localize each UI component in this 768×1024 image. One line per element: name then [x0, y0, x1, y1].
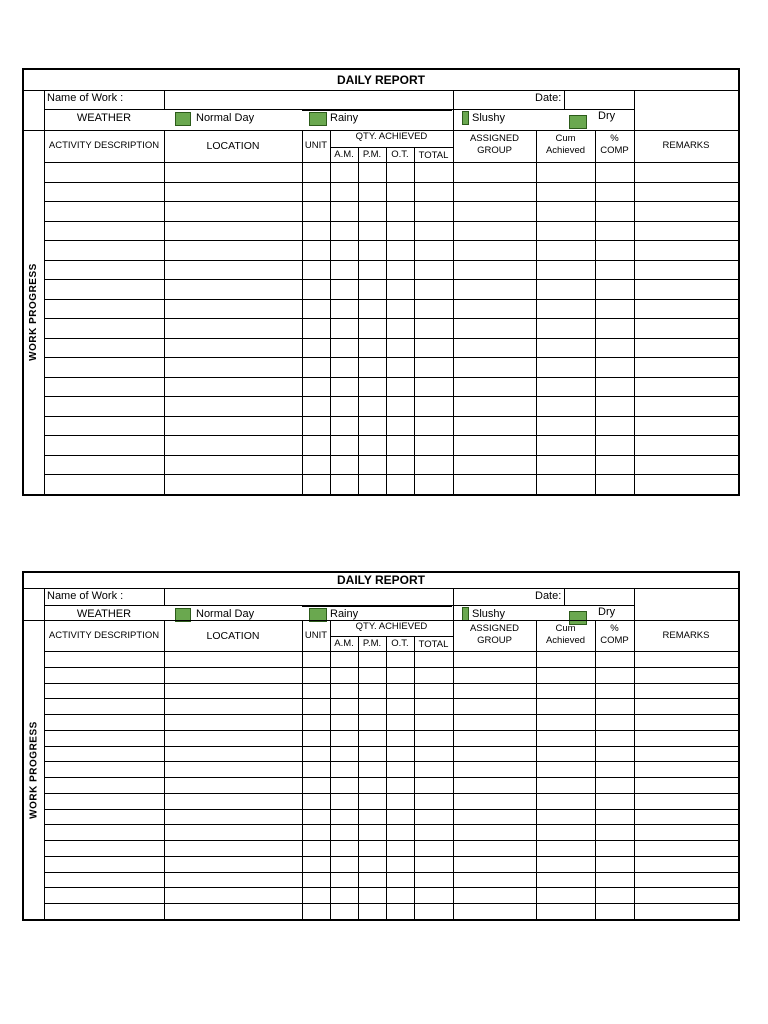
table-row	[44, 761, 738, 762]
header-ot: O.T.	[391, 149, 409, 160]
table-row	[44, 714, 738, 715]
header-activity-description: ACTIVITY DESCRIPTION	[48, 629, 160, 641]
table-row	[44, 872, 738, 873]
rule	[386, 147, 387, 494]
table-row	[44, 667, 738, 668]
header-qty-achieved: QTY. ACHIEVED	[355, 131, 428, 142]
header-cum: Cum	[555, 133, 576, 144]
name-of-work-field[interactable]	[165, 589, 452, 604]
weather-option-slushy: Slushy	[472, 112, 506, 124]
slushy-checkbox[interactable]	[462, 607, 469, 621]
table-row	[44, 240, 738, 241]
rule	[44, 90, 45, 494]
table-row	[44, 338, 738, 339]
header-achieved: Achieved	[545, 635, 586, 646]
rule	[302, 606, 452, 607]
table-row	[44, 683, 738, 684]
rule	[536, 620, 537, 919]
table-row	[44, 221, 738, 222]
table-row	[44, 824, 738, 825]
date-label: Date:	[535, 92, 562, 104]
table-row	[44, 435, 738, 436]
header-percent: %	[610, 133, 619, 144]
slushy-checkbox[interactable]	[462, 111, 469, 125]
table-row	[44, 416, 738, 417]
rule	[330, 636, 453, 637]
weather-option-normal-day: Normal Day	[196, 608, 255, 620]
rule	[358, 147, 359, 494]
rule	[414, 147, 415, 494]
header-group: GROUP	[477, 635, 512, 646]
daily-report-form-2	[22, 571, 740, 921]
weather-option-dry: Dry	[598, 606, 616, 618]
header-am: A.M.	[334, 149, 354, 160]
table-row	[44, 474, 738, 475]
table-row	[44, 793, 738, 794]
table-row	[44, 809, 738, 810]
header-ot: O.T.	[391, 638, 409, 649]
rule	[302, 110, 452, 111]
header-group: GROUP	[477, 145, 512, 156]
name-of-work-label: Name of Work :	[47, 92, 124, 104]
header-achieved: Achieved	[545, 145, 586, 156]
header-comp: COMP	[600, 635, 629, 646]
weather-label: WEATHER	[76, 608, 132, 620]
header-comp: COMP	[600, 145, 629, 156]
weather-label: WEATHER	[76, 112, 132, 124]
header-pm: P.M.	[362, 149, 382, 160]
rainy-checkbox[interactable]	[309, 112, 327, 126]
weather-option-normal-day: Normal Day	[196, 112, 255, 124]
weather-option-slushy: Slushy	[472, 608, 506, 620]
table-row	[44, 318, 738, 319]
rule	[634, 90, 635, 494]
report-title: DAILY REPORT	[336, 73, 426, 87]
rule	[302, 130, 303, 494]
weather-option-dry: Dry	[598, 110, 616, 122]
weather-option-rainy: Rainy	[330, 112, 359, 124]
dry-checkbox[interactable]	[569, 115, 587, 129]
header-pm: P.M.	[362, 638, 382, 649]
table-row	[44, 840, 738, 841]
table-row	[44, 377, 738, 378]
header-am: A.M.	[334, 638, 354, 649]
date-label: Date:	[535, 590, 562, 602]
table-row	[44, 201, 738, 202]
rule	[595, 130, 596, 494]
date-field[interactable]	[565, 589, 633, 604]
header-assigned: ASSIGNED	[469, 623, 520, 634]
header-total: TOTAL	[418, 639, 449, 650]
header-cum: Cum	[555, 623, 576, 634]
table-row	[44, 746, 738, 747]
table-row	[44, 777, 738, 778]
rule	[595, 620, 596, 919]
table-row	[44, 279, 738, 280]
daily-report-form-1	[22, 68, 740, 496]
weather-option-rainy: Rainy	[330, 608, 359, 620]
header-qty-achieved: QTY. ACHIEVED	[355, 621, 428, 632]
table-row	[44, 903, 738, 904]
table-row	[44, 396, 738, 397]
rule	[330, 130, 331, 494]
header-activity-description: ACTIVITY DESCRIPTION	[48, 140, 160, 151]
header-percent: %	[610, 623, 619, 634]
header-remarks: REMARKS	[662, 629, 710, 641]
header-location: LOCATION	[206, 629, 260, 642]
rule	[302, 620, 303, 919]
header-assigned: ASSIGNED	[469, 133, 520, 144]
table-row	[44, 357, 738, 358]
name-of-work-label: Name of Work :	[47, 590, 124, 602]
rule	[330, 147, 453, 148]
name-of-work-field[interactable]	[165, 91, 452, 108]
table-row	[44, 698, 738, 699]
date-field[interactable]	[565, 91, 633, 108]
table-row	[44, 299, 738, 300]
table-row	[44, 887, 738, 888]
header-total: TOTAL	[418, 150, 449, 161]
header-unit: UNIT	[304, 140, 328, 151]
header-unit: UNIT	[304, 629, 328, 641]
table-row	[44, 260, 738, 261]
table-row	[44, 856, 738, 857]
header-location: LOCATION	[206, 140, 260, 152]
report-title: DAILY REPORT	[336, 573, 426, 587]
table-row	[44, 182, 738, 183]
header-remarks: REMARKS	[662, 140, 710, 151]
rule	[330, 620, 331, 919]
work-progress-label: WORK PROGRESS	[28, 720, 39, 819]
rule	[164, 620, 165, 919]
rule	[44, 651, 738, 652]
normal-day-checkbox[interactable]	[175, 112, 191, 126]
table-row	[44, 730, 738, 731]
rule	[164, 130, 165, 494]
work-progress-label: WORK PROGRESS	[28, 263, 39, 361]
rule	[44, 162, 738, 163]
table-row	[44, 455, 738, 456]
rule	[536, 130, 537, 494]
